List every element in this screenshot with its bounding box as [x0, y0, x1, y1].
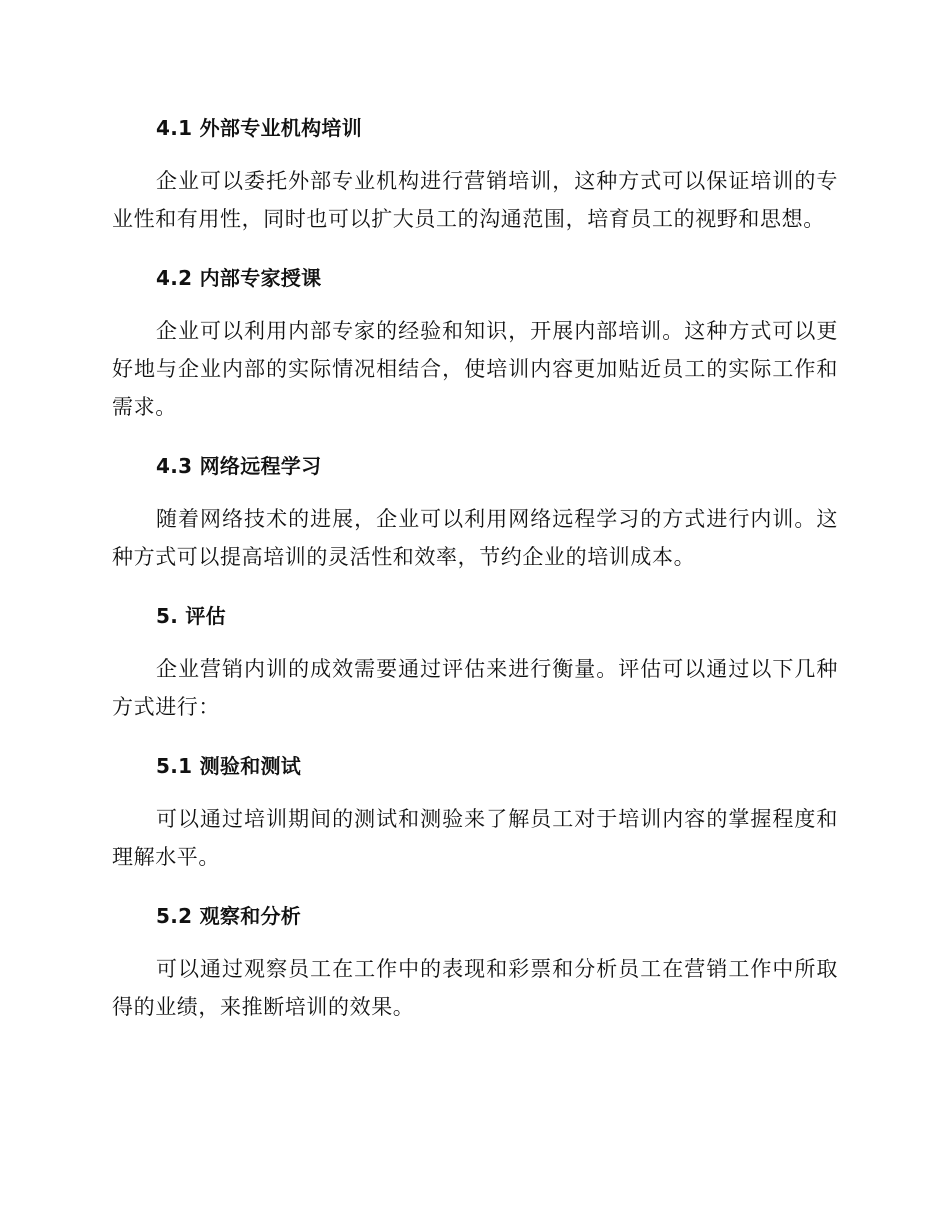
- section-paragraph: 企业营销内训的成效需要通过评估来进行衡量。评估可以通过以下几种方式进行：: [112, 657, 838, 719]
- document-page: [112, 108, 838, 1046]
- section-4-2: [112, 258, 838, 426]
- section-paragraph: 随着网络技术的进展，企业可以利用网络远程学习的方式进行内训。这种方式可以提高培训的灵活性和效率，节约企业的培训成本。: [112, 507, 838, 569]
- section-heading: 4.2 内部专家授课: [156, 266, 322, 290]
- section-heading: 5.1 测验和测试: [156, 754, 302, 778]
- section-5-2: [112, 896, 838, 1026]
- section-paragraph: 可以通过观察员工在工作中的表现和彩票和分析员工在营销工作中所取得的业绩，来推断培训的效果。: [112, 957, 838, 1019]
- section-5-1: [112, 746, 838, 876]
- section-heading: 5.2 观察和分析: [156, 904, 302, 928]
- section-paragraph: 可以通过培训期间的测试和测验来了解员工对于培训内容的掌握程度和理解水平。: [112, 807, 838, 869]
- section-paragraph: 企业可以委托外部专业机构进行营销培训，这种方式可以保证培训的专业性和有用性，同时也可以扩大员工的沟通范围，培育员工的视野和思想。: [112, 169, 838, 231]
- section-heading: 4.3 网络远程学习: [156, 454, 322, 478]
- section-4-3: [112, 446, 838, 576]
- section-5: [112, 596, 838, 726]
- section-heading: 4.1 外部专业机构培训: [156, 116, 362, 140]
- section-heading: 5. 评估: [156, 604, 226, 628]
- section-paragraph: 企业可以利用内部专家的经验和知识，开展内部培训。这种方式可以更好地与企业内部的实际情况相结合，使培训内容更加贴近员工的实际工作和需求。: [112, 319, 838, 419]
- section-4-1: [112, 108, 838, 238]
